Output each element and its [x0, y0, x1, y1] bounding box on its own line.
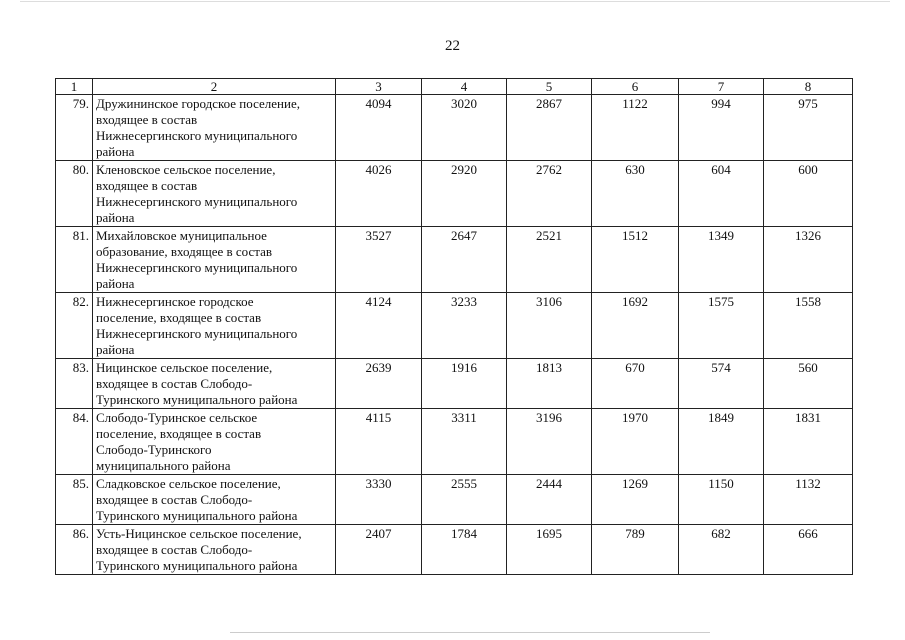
- value-cell-col-7: 682: [679, 525, 764, 575]
- value-cell-col-6: 1692: [592, 293, 679, 359]
- value-cell-col-3: 2639: [336, 359, 422, 409]
- table-row: [56, 293, 853, 359]
- municipality-name-line: Михайловское муниципальное: [96, 228, 267, 243]
- page-number: 22: [445, 38, 460, 54]
- municipality-name-line: Нижнесергинского муниципального: [96, 326, 298, 341]
- column-header-3: 3: [336, 79, 422, 95]
- value-cell-col-5: 2867: [507, 95, 592, 161]
- value-cell-col-7: 1349: [679, 227, 764, 293]
- column-header-6: 6: [592, 79, 679, 95]
- value-cell-col-7: 994: [679, 95, 764, 161]
- data-table: [55, 78, 853, 575]
- value-cell-col-6: 670: [592, 359, 679, 409]
- value-cell-col-6: 1122: [592, 95, 679, 161]
- value-cell-col-4: 2647: [422, 227, 507, 293]
- column-header-8: 8: [764, 79, 853, 95]
- value-cell-col-8: 1132: [764, 475, 853, 525]
- municipality-name-line: Нижнесергинского муниципального: [96, 260, 298, 275]
- column-header-7: 7: [679, 79, 764, 95]
- municipality-name-line: Нижнесергинского муниципального: [96, 194, 298, 209]
- municipality-name-line: Туринского муниципального района: [96, 392, 298, 407]
- municipality-name-line: Слободо-Туринского: [96, 442, 212, 457]
- municipality-name-line: Ницинское сельское поселение,: [96, 360, 273, 375]
- value-cell-col-8: 560: [764, 359, 853, 409]
- value-cell-col-8: 975: [764, 95, 853, 161]
- value-cell-col-6: 1512: [592, 227, 679, 293]
- column-header-1: 1: [56, 79, 93, 95]
- column-header-5: 5: [507, 79, 592, 95]
- row-number: 81.: [56, 227, 93, 293]
- value-cell-col-6: 1269: [592, 475, 679, 525]
- municipality-name-line: района: [96, 144, 135, 159]
- value-cell-col-8: 1326: [764, 227, 853, 293]
- value-cell-col-5: 1813: [507, 359, 592, 409]
- municipality-name-line: входящее в состав Слободо-: [96, 492, 253, 507]
- value-cell-col-4: 2555: [422, 475, 507, 525]
- municipality-name-line: входящее в состав: [96, 178, 198, 193]
- row-number: 82.: [56, 293, 93, 359]
- row-number: 86.: [56, 525, 93, 575]
- municipality-name-line: Туринского муниципального района: [96, 558, 298, 573]
- value-cell-col-7: 574: [679, 359, 764, 409]
- municipality-name-line: Дружининское городское поселение,: [96, 96, 300, 111]
- table-row: [56, 95, 853, 161]
- row-number: 83.: [56, 359, 93, 409]
- value-cell-col-6: 1970: [592, 409, 679, 475]
- municipality-name-line: района: [96, 210, 135, 225]
- value-cell-col-4: 3020: [422, 95, 507, 161]
- municipality-name-line: района: [96, 342, 135, 357]
- municipality-name: [93, 227, 336, 293]
- table-body: [56, 95, 853, 575]
- table-row: [56, 475, 853, 525]
- scan-edge-line-bottom: [230, 632, 710, 633]
- table-row: [56, 359, 853, 409]
- value-cell-col-3: 2407: [336, 525, 422, 575]
- value-cell-col-5: 3106: [507, 293, 592, 359]
- municipality-name-line: входящее в состав Слободо-: [96, 542, 253, 557]
- header-row: [56, 79, 853, 95]
- table-row: [56, 525, 853, 575]
- value-cell-col-6: 630: [592, 161, 679, 227]
- value-cell-col-3: 4124: [336, 293, 422, 359]
- value-cell-col-4: 1916: [422, 359, 507, 409]
- municipality-name: [93, 359, 336, 409]
- value-cell-col-3: 3527: [336, 227, 422, 293]
- value-cell-col-8: 1831: [764, 409, 853, 475]
- table-row: [56, 161, 853, 227]
- row-number: 80.: [56, 161, 93, 227]
- value-cell-col-7: 1575: [679, 293, 764, 359]
- value-cell-col-4: 3311: [422, 409, 507, 475]
- value-cell-col-7: 604: [679, 161, 764, 227]
- municipality-name: [93, 525, 336, 575]
- municipality-name-line: муниципального района: [96, 458, 231, 473]
- municipality-name: [93, 95, 336, 161]
- municipality-name-line: Туринского муниципального района: [96, 508, 298, 523]
- row-number: 79.: [56, 95, 93, 161]
- municipality-name-line: района: [96, 276, 135, 291]
- column-header-4: 4: [422, 79, 507, 95]
- municipality-name: [93, 161, 336, 227]
- value-cell-col-3: 4094: [336, 95, 422, 161]
- municipality-name: [93, 409, 336, 475]
- value-cell-col-7: 1150: [679, 475, 764, 525]
- value-cell-col-7: 1849: [679, 409, 764, 475]
- value-cell-col-4: 3233: [422, 293, 507, 359]
- municipality-name: [93, 475, 336, 525]
- municipality-name-line: Кленовское сельское поселение,: [96, 162, 276, 177]
- scan-edge-line: [20, 1, 890, 2]
- value-cell-col-4: 2920: [422, 161, 507, 227]
- value-cell-col-4: 1784: [422, 525, 507, 575]
- value-cell-col-5: 3196: [507, 409, 592, 475]
- value-cell-col-5: 1695: [507, 525, 592, 575]
- table-row: [56, 409, 853, 475]
- value-cell-col-3: 4115: [336, 409, 422, 475]
- municipality-name-line: Слободо-Туринское сельское: [96, 410, 258, 425]
- row-number: 84.: [56, 409, 93, 475]
- value-cell-col-8: 1558: [764, 293, 853, 359]
- value-cell-col-3: 3330: [336, 475, 422, 525]
- value-cell-col-6: 789: [592, 525, 679, 575]
- municipality-name-line: Нижнесергинского муниципального: [96, 128, 298, 143]
- municipality-name-line: поселение, входящее в состав: [96, 310, 262, 325]
- municipality-name-line: образование, входящее в состав: [96, 244, 273, 259]
- value-cell-col-3: 4026: [336, 161, 422, 227]
- value-cell-col-5: 2762: [507, 161, 592, 227]
- value-cell-col-5: 2444: [507, 475, 592, 525]
- value-cell-col-8: 600: [764, 161, 853, 227]
- municipality-name-line: поселение, входящее в состав: [96, 426, 262, 441]
- municipality-name-line: Сладковское сельское поселение,: [96, 476, 281, 491]
- municipality-name: [93, 293, 336, 359]
- row-number: 85.: [56, 475, 93, 525]
- value-cell-col-8: 666: [764, 525, 853, 575]
- municipality-name-line: входящее в состав: [96, 112, 198, 127]
- municipality-name-line: Нижнесергинское городское: [96, 294, 254, 309]
- table-row: [56, 227, 853, 293]
- municipality-name-line: Усть-Ницинское сельское поселение,: [96, 526, 302, 541]
- column-header-2: 2: [93, 79, 336, 95]
- municipality-name-line: входящее в состав Слободо-: [96, 376, 253, 391]
- value-cell-col-5: 2521: [507, 227, 592, 293]
